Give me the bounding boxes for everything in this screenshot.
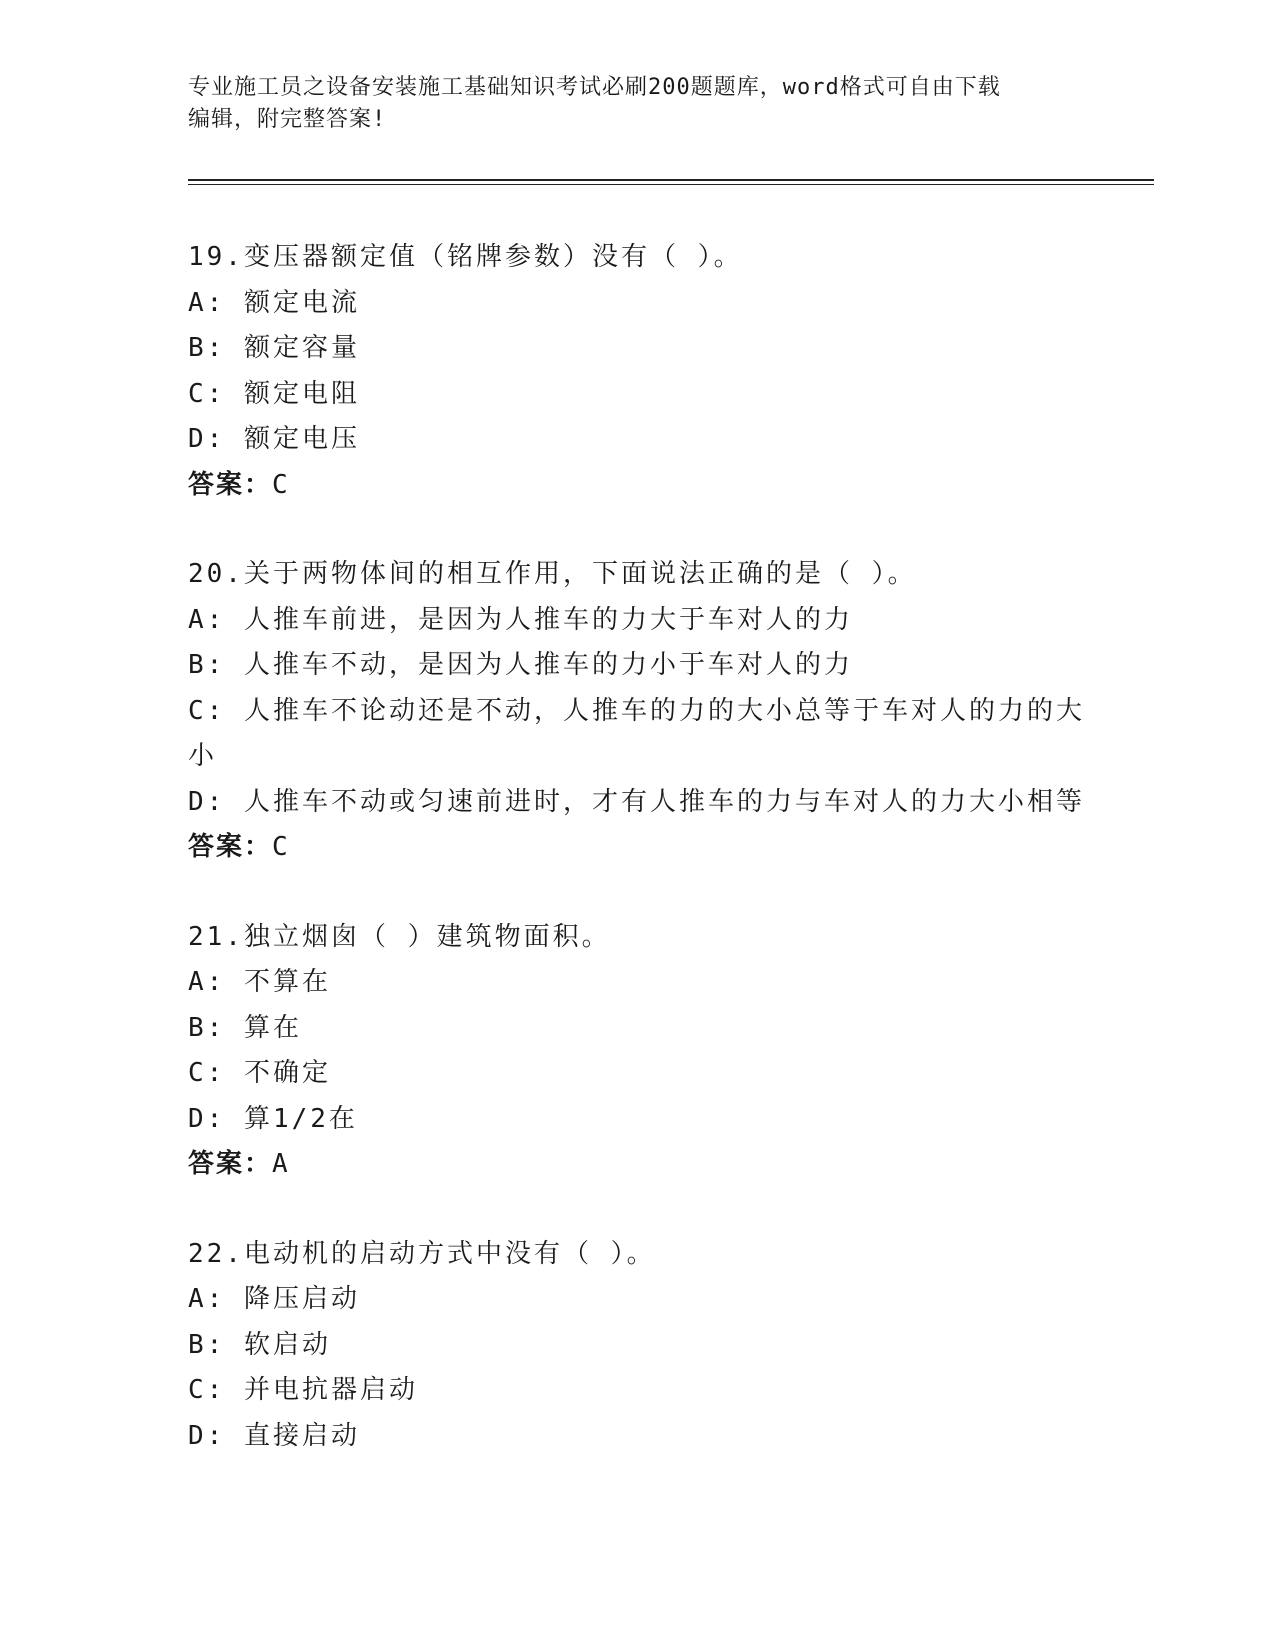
option-c: C: 人推车不论动还是不动，人推车的力的大小总等于车对人的力的大小 [188, 695, 1085, 771]
question-stem: 21.独立烟囱（ ）建筑物面积。 [188, 921, 611, 952]
option-c: C: 额定电阻 [188, 378, 360, 409]
question-block [188, 552, 1088, 871]
question-stem: 22.电动机的启动方式中没有（ ）。 [188, 1238, 656, 1269]
answer-label: 答案： [188, 1149, 273, 1179]
option-a: A: 不算在 [188, 967, 331, 997]
header-divider-thick [188, 179, 1154, 181]
option-d: D: 人推车不动或匀速前进时，才有人推车的力与车对人的力大小相等 [188, 786, 1085, 817]
question-block [188, 915, 1088, 1188]
option-b: B: 软启动 [188, 1329, 331, 1360]
option-a: A: 额定电流 [188, 287, 360, 318]
header-line-2: 编辑，附完整答案! [188, 107, 387, 132]
option-a: A: 人推车前进，是因为人推车的力大于车对人的力 [188, 604, 853, 635]
question-stem: 20.关于两物体间的相互作用，下面说法正确的是（ ）。 [188, 559, 917, 589]
option-d: D: 算1/2在 [188, 1103, 358, 1134]
question-list [188, 235, 1088, 1503]
answer-value: C [272, 469, 288, 500]
answer-value: C [272, 832, 288, 862]
option-c: C: 不确定 [188, 1058, 331, 1088]
document-header [188, 72, 1068, 136]
option-b: B: 人推车不动，是因为人推车的力小于车对人的力 [188, 650, 853, 680]
answer-line [188, 1142, 1088, 1188]
header-line-1: 专业施工员之设备安装施工基础知识考试必刷200题题库，word格式可自由下载 [188, 75, 1001, 100]
question-block [188, 235, 1088, 508]
answer-line [188, 825, 1088, 871]
option-c: C: 并电抗器启动 [188, 1375, 418, 1405]
option-a: A: 降压启动 [188, 1284, 360, 1314]
answer-label: 答案： [188, 832, 273, 862]
answer-label: 答案： [188, 469, 273, 500]
question-stem: 19.变压器额定值（铭牌参数）没有（ ）。 [188, 242, 743, 272]
header-divider-thin [188, 184, 1154, 185]
question-block [188, 1232, 1088, 1460]
option-b: B: 算在 [188, 1012, 302, 1043]
option-d: D: 额定电压 [188, 424, 360, 454]
answer-line [188, 463, 1088, 509]
option-d: D: 直接启动 [188, 1420, 360, 1451]
answer-value: A [272, 1149, 288, 1179]
option-b: B: 额定容量 [188, 333, 360, 363]
